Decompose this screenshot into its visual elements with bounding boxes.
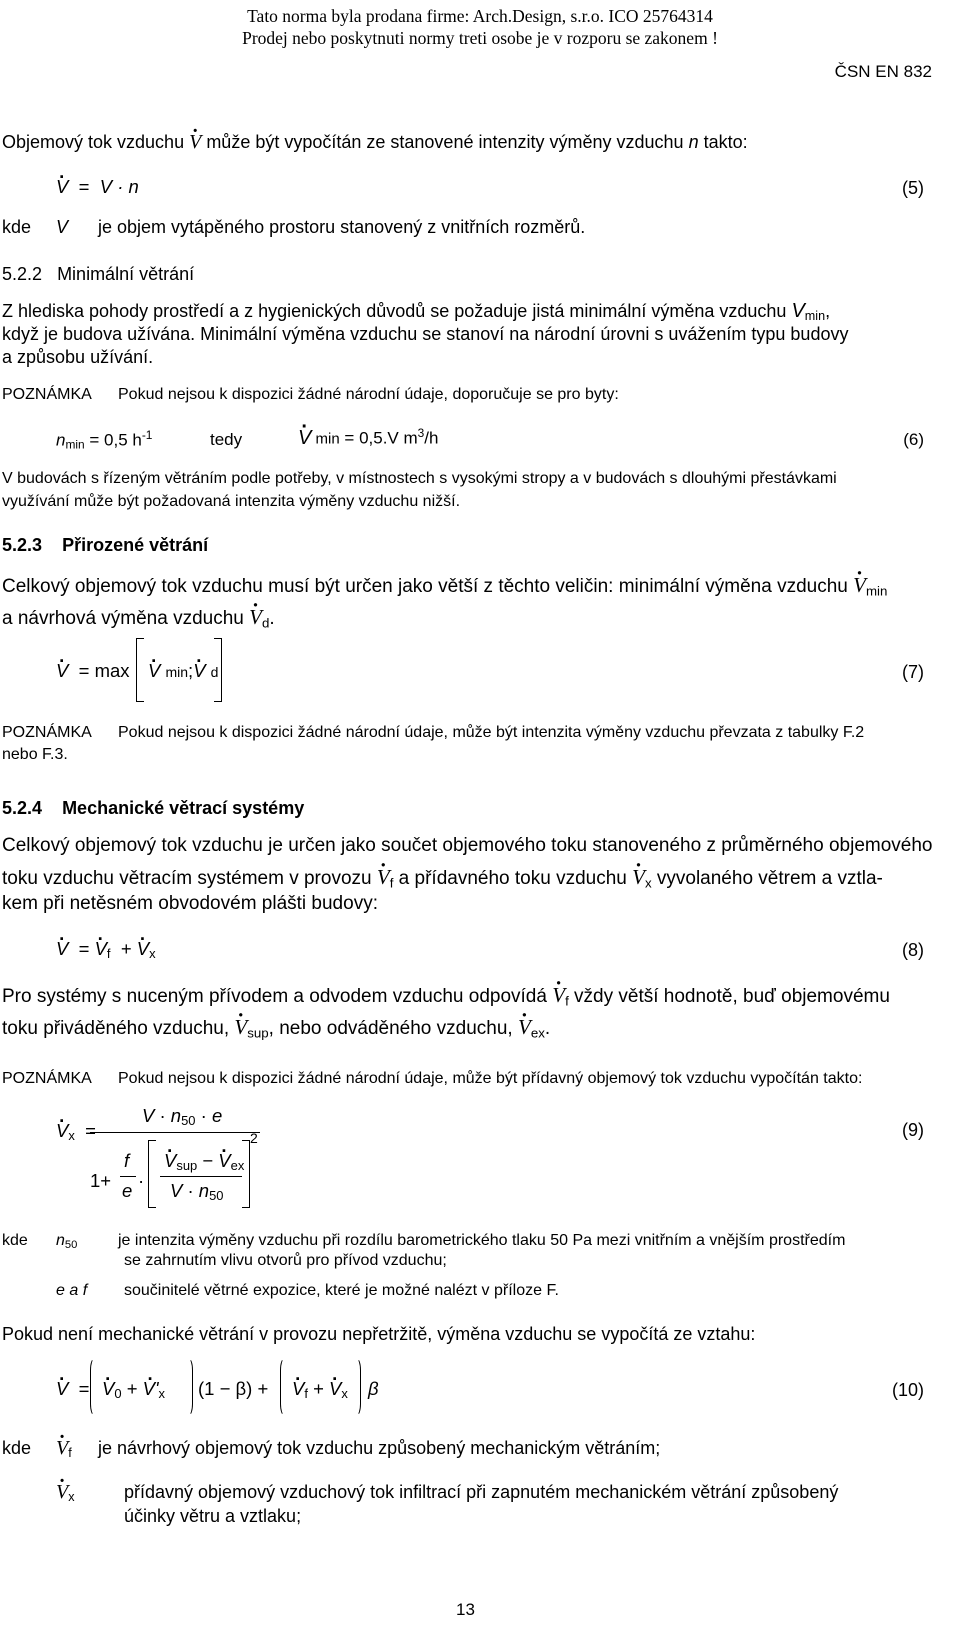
where-10-symbol-2: · $V_x$ — [56, 1480, 75, 1509]
paragraph-5-line-3: kem při netěsném obvodovém plášti budovy: — [2, 893, 378, 914]
equation-9-dot: · — [138, 1170, 145, 1191]
header-line-1: Tato norma byla prodana firme: Arch.Design, s.r.o. ICO 25764314 — [247, 6, 713, 26]
section-5-2-2: 5.2.2 Minimální větrání — [2, 264, 195, 284]
where-9-kde: kde — [2, 1232, 28, 1249]
note-3-text: Pokud nejsou k dispozici žádné národní údaje, může být přídavný objemový tok vzduchu vypočítán takto: — [118, 1070, 863, 1087]
note-2-text: Pokud nejsou k dispozici žádné národní údaje, může být intenzita výměny vzduchu převzata z tabulky F.2 — [118, 724, 865, 741]
paragraph-7: Pokud není mechanické větrání v provozu nepřetržitě, výměna vzduchu se vypočítá ze vztahu: — [2, 1324, 756, 1344]
equation-10-lhs: · V = — [56, 1378, 89, 1400]
paragraph-4-line-1: Celkový objemový tok vzduchu musí být určen jako větší z těchto veličin: minimální výměna vzduchu · $V_{min}$ — [2, 568, 887, 608]
equation-9-numerator: $V \cdot n_{50} \cdot e$ — [142, 1105, 223, 1129]
where-10-symbol-1: · $V_f$ — [56, 1436, 72, 1465]
paragraph-3-line-2: využívání může být požadovaná intenzita výměny vzduchu nižší. — [2, 493, 461, 510]
where-9-text-1a: je intenzita výměny vzduchu při rozdílu barometrického tlaku 50 Pa mezi vnitřním a vnějším prostředím — [118, 1232, 846, 1249]
equation-8: · V = · $V_f$ + · $V_x$ — [56, 938, 156, 961]
equation-7: · V = max — [56, 660, 130, 682]
paragraph-2-line-2: když je budova užívána. Minimální výměna vzduchu se stanoví na národní úrovni s uvážením typu budovy — [2, 324, 849, 344]
note-2-text-2: nebo F.3. — [2, 746, 68, 763]
paragraph-5-line-2: toku vzduchu větracím systémem v provozu · $V_f$ a přídavného toku vzduchu · $V_x$ vyvolaného větrem a vztla- — [2, 860, 883, 900]
equation-6: $n_{min} = 0,5$ $h^{-1}$ — [56, 428, 153, 452]
equation-9-one-plus: 1+ — [90, 1170, 112, 1191]
equation-10-paren-close-2 — [352, 1358, 361, 1416]
equation-9-exponent: 2 — [250, 1130, 258, 1146]
equation-7-number: (7) — [902, 662, 924, 682]
equation-9-e: e — [122, 1180, 133, 1201]
equation-10-group-2: · $V_f$ + · $V_x$ — [292, 1378, 348, 1401]
paragraph-2-line-1: Z hlediska pohody prostředí a z hygienických důvodů se požaduje jistá minimální výměna vzduchu $V_{min}$, — [2, 300, 831, 324]
equation-7-right-bracket — [214, 638, 222, 702]
paragraph-4-line-2: a návrhová výměna vzduchu · $V_d$. — [2, 600, 275, 640]
header-line-2: Prodej nebo poskytnuti normy treti osobe je v rozporu se zakonem ! — [242, 28, 718, 48]
equation-9-f: f — [124, 1150, 130, 1171]
section-5-2-3: 5.2.3 Přirozené větrání — [2, 535, 209, 555]
equation-9-inner-denominator: $V \cdot n_{50}$ — [170, 1180, 224, 1204]
where-9-symbol-2: e a f — [56, 1282, 88, 1299]
where-5-text: je objem vytápěného prostoru stanovený z vnitřních rozměrů. — [98, 217, 586, 237]
where-10-kde: kde — [2, 1438, 32, 1458]
standard-label: ČSN EN 832 — [834, 62, 932, 81]
equation-9-left-bracket — [148, 1140, 156, 1208]
equation-9-number: (9) — [902, 1120, 924, 1140]
equation-5-number: (5) — [902, 178, 924, 198]
note-3-label: POZNÁMKA — [2, 1070, 92, 1087]
section-5-2-4: 5.2.4 Mechanické větrací systémy — [2, 798, 305, 818]
equation-8-number: (8) — [902, 940, 924, 960]
equation-10-middle: (1 − β) + — [198, 1378, 269, 1399]
equation-9-inner-bar — [160, 1176, 242, 1177]
where-10-text-2b: účinky větru a vztlaku; — [124, 1506, 302, 1526]
equation-7-left-bracket — [136, 638, 144, 702]
paragraph-2-line-3: a způsobu užívání. — [2, 347, 154, 367]
paragraph-1: Objemový tok vzduchu · V může být vypočítán ze stanovené intenzity výměny vzduchu n takto: — [2, 130, 748, 154]
where-5-symbol: V — [56, 217, 69, 237]
equation-9-main-fraction-bar — [90, 1132, 260, 1133]
equation-9-inner-numerator: · $V_{sup}$ − · $V_{ex}$ — [164, 1150, 244, 1173]
paragraph-6-line-1: Pro systémy s nuceným přívodem a odvodem vzduchu odpovídá · $V_f$ vždy větší hodnotě, buď objemovému — [2, 978, 890, 1018]
equation-9-lhs: · $V_x$ = — [56, 1120, 96, 1143]
paragraph-5-line-1: Celkový objemový tok vzduchu je určen jako součet objemového toku stanoveného z průměrného objemového — [2, 835, 933, 856]
note-1-label: POZNÁMKA — [2, 386, 92, 403]
equation-10-number: (10) — [891, 1380, 924, 1400]
where-9-symbol-1: $n_{50}$ — [56, 1232, 78, 1251]
equation-6-tedy: tedy — [210, 430, 243, 449]
where-9-text-1b: se zahrnutím vlivu otvorů pro přívod vzduchu; — [124, 1252, 447, 1269]
equation-10-paren-close-1 — [184, 1358, 193, 1416]
equation-10-group-1: · $V_0$ + · $V'_x$ — [102, 1378, 165, 1401]
equation-9-right-bracket — [242, 1140, 250, 1208]
equation-6-rhs: · V min = 0,5.V $m^3/h$ — [298, 426, 438, 450]
equation-5: · V = V · n — [56, 176, 139, 198]
equation-10-paren-open-1 — [90, 1358, 99, 1416]
where-5: kde — [2, 217, 32, 237]
where-10-text-2a: přídavný objemový vzduchový tok infiltrací při zapnutém mechanickém větrání způsobený — [124, 1482, 839, 1502]
where-9-text-2: součinitelé větrné expozice, které je možné nalézt v příloze F. — [124, 1282, 559, 1299]
paragraph-3-line-1: V budovách s řízeným větráním podle potřeby, v místnostech s vysokými stropy a v budovách s dlouhými přestávkami — [2, 470, 837, 487]
paragraph-6-line-2: toku přiváděného vzduchu, · $V_{sup}$, nebo odváděného vzduchu, · $V_{ex}$. — [2, 1010, 550, 1050]
where-10-text-1: je návrhový objemový tok vzduchu způsobený mechanickým větráním; — [98, 1438, 661, 1458]
equation-7-args: · V min;· V d — [148, 660, 218, 682]
equation-10-paren-open-2 — [280, 1358, 289, 1416]
note-1-text: Pokud nejsou k dispozici žádné národní údaje, doporučuje se pro byty: — [118, 386, 619, 403]
equation-9-fe-bar — [120, 1176, 136, 1177]
note-2-label: POZNÁMKA — [2, 724, 92, 741]
equation-6-number: (6) — [903, 430, 924, 449]
equation-10-beta: β — [368, 1378, 379, 1399]
page-number: 13 — [456, 1600, 475, 1619]
